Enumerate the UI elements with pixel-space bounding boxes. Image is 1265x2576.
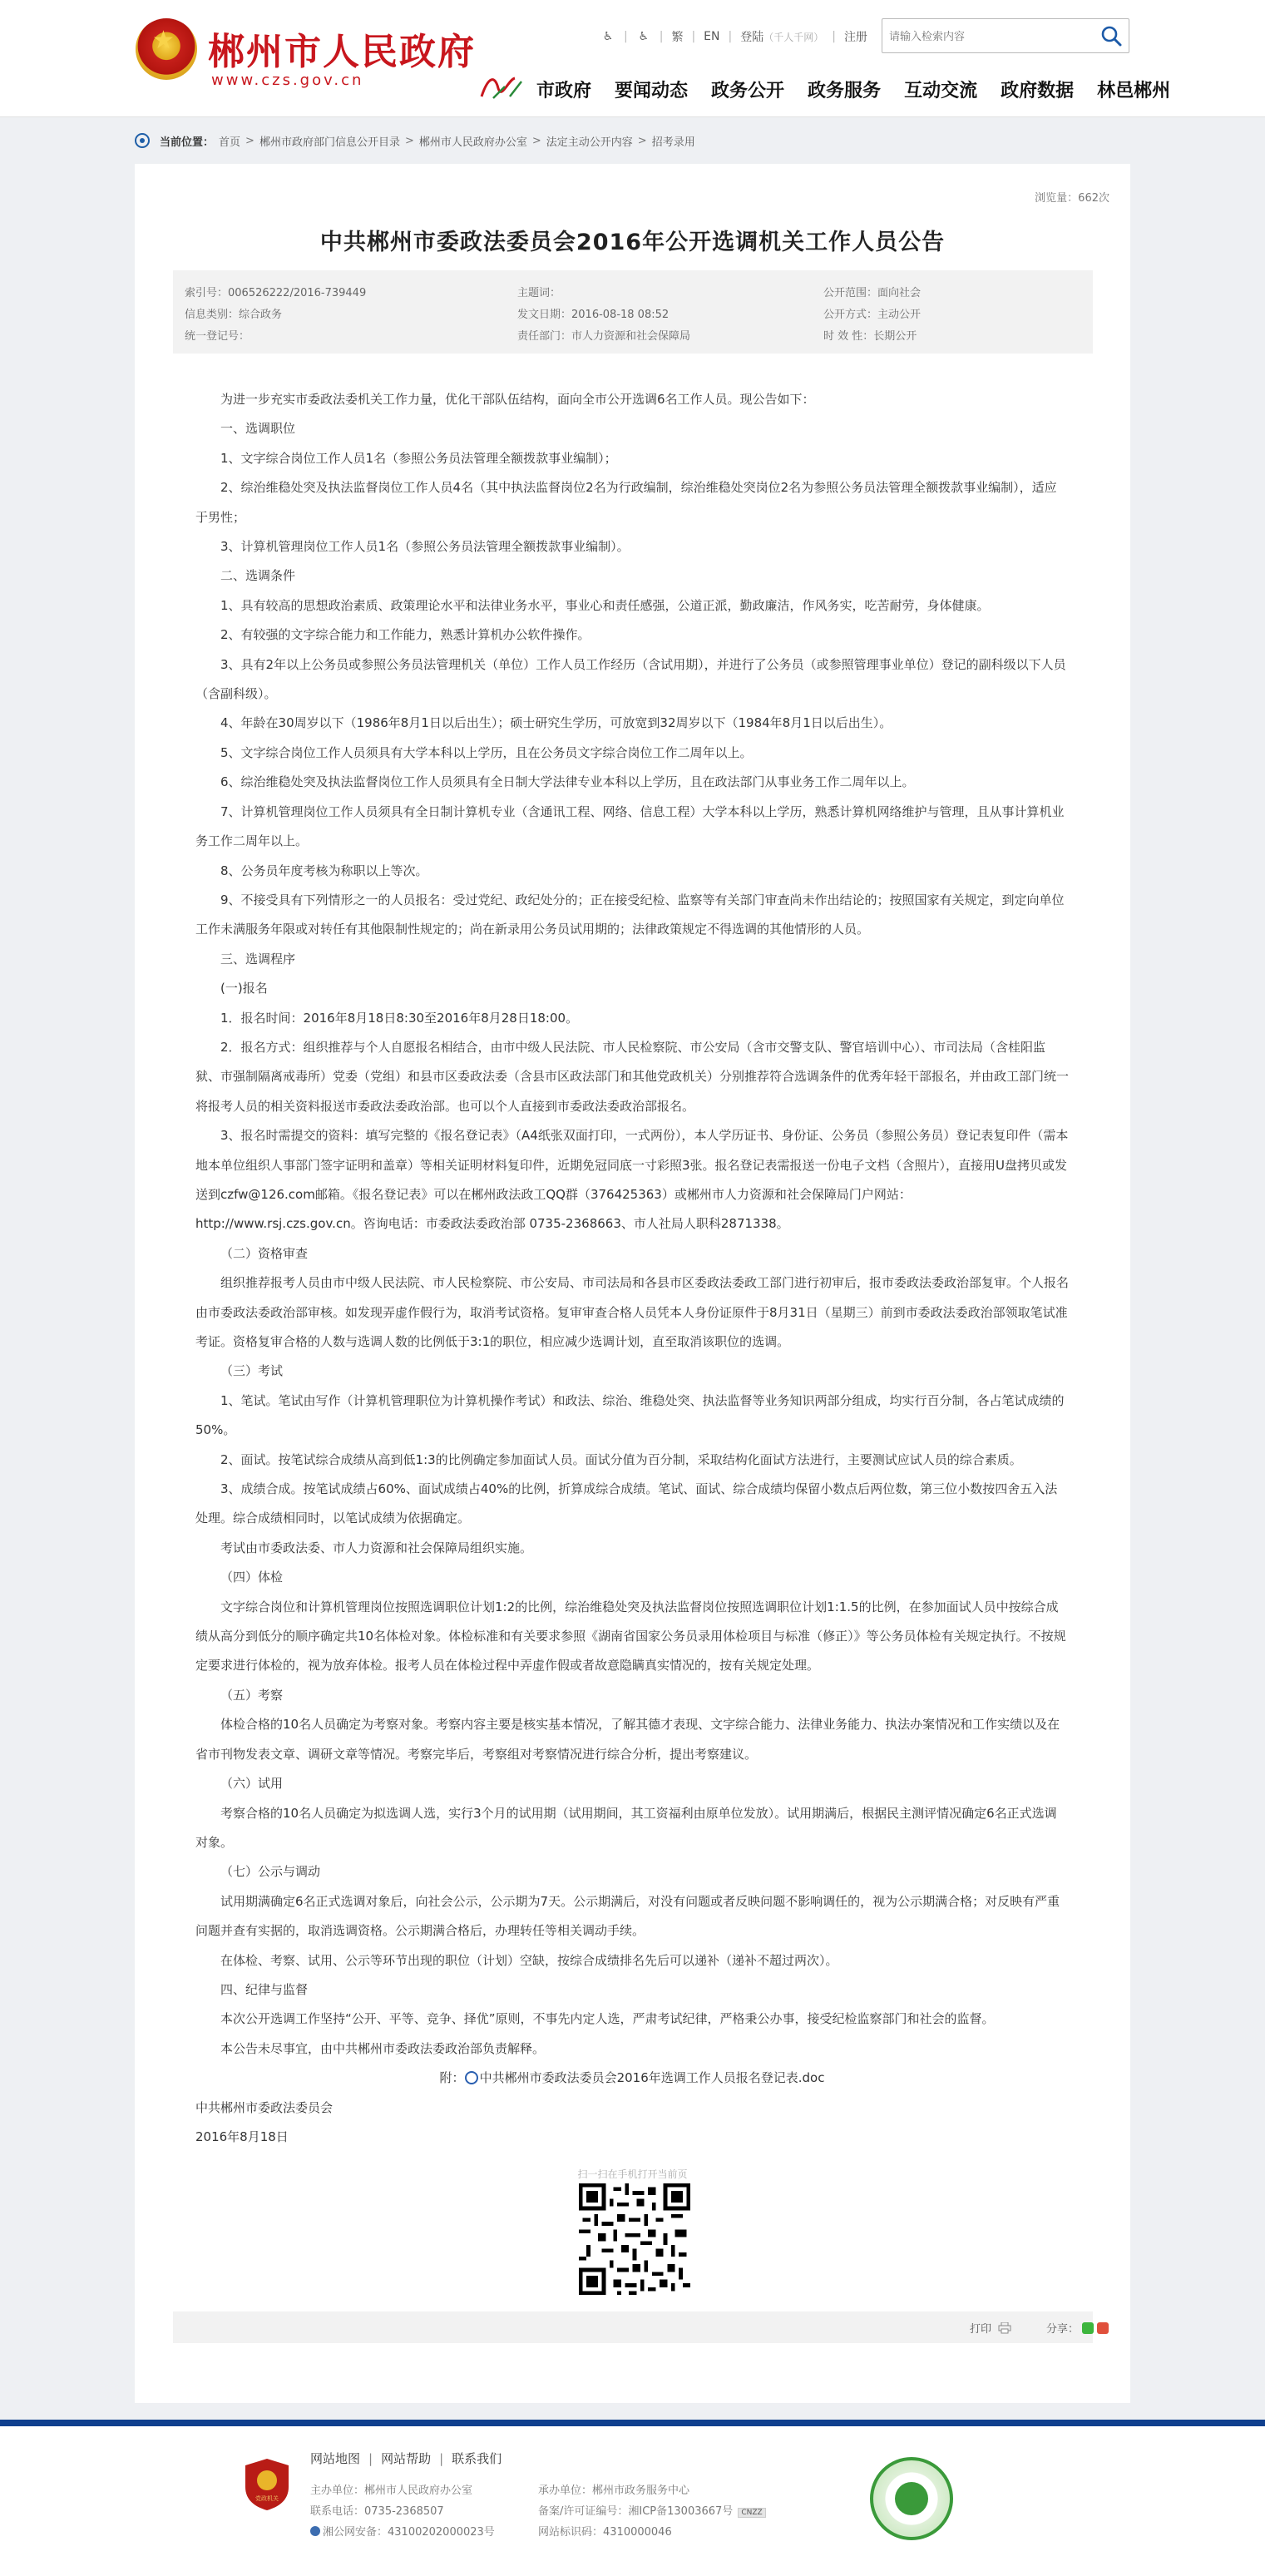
meta-date: 发文日期：2016-08-18 08:52 bbox=[517, 309, 670, 321]
article-meta-table bbox=[173, 270, 1093, 354]
police-badge-icon bbox=[310, 2526, 320, 2536]
printer-icon bbox=[998, 2322, 1011, 2334]
footer-link-sitemap[interactable]: 网站地图 bbox=[310, 2451, 361, 2466]
badge-text bbox=[707, 2460, 708, 2461]
paragraph: 3、成绩合成。按笔试成绩占60%、面试成绩占40%的比例，折算成综合成绩。笔试、面试、综合成绩均保留小数点后两位数，第三位小数按四舍五入法处理。综合成绩相同时，以笔试成绩为依据确定。 bbox=[195, 1481, 1058, 1526]
breadcrumb-item-home[interactable]: 首页 bbox=[219, 136, 241, 149]
footer-organizer: 承办单位：郴州市政务服务中心 bbox=[538, 2485, 690, 2497]
footer-site-code: 网站标识码：4310000046 bbox=[538, 2526, 672, 2539]
paragraph: 文字综合岗位和计算机管理岗位按照选调职位计划1:2的比例，综治维稳处突及执法监督岗位按照选调职位计划1:1.5的比例，在参加面试人员中按综合成绩从高分到低分的顺序确定共10名体检对象。体检标准和有关要求参照《湖南省国家公务员录用体检项目与标准（修正）》等公务员体检有关规定执行。不按规定要求进行体检的，视为放弃体检。报考人员在体检过程中弄虚作假或者故意隐瞒真实情况的，按有关规定处理。 bbox=[195, 1599, 1066, 1674]
paragraph: 试用期满确定6名正式选调对象后，向社会公示，公示期为7天。公示期满后，对没有问题或者反映问题不影响调任的，视为公示期满合格；对反映有严重问题并查有实据的，取消选调资格。公示期满合格后，办理转任等相关调动手续。 bbox=[195, 1893, 1060, 1939]
paragraph: 3、具有2年以上公务员或参照公务员法管理机关（单位）工作人员工作经历（含试用期），并进行了公务员（或参照管理事业单位）登记的副科级以下人员（含副科级）。 bbox=[195, 656, 1066, 702]
paragraph: 7、计算机管理岗位工作人员须具有全日制计算机专业（含通讯工程、网络、信息工程）大学本科以上学历，熟悉计算机网络维护与管理，且从事计算机业务工作二周年以上。 bbox=[195, 803, 1065, 849]
paragraph: 四、纪律与监督 bbox=[220, 1981, 309, 1997]
meta-dept: 责任部门：市人力资源和社会保障局 bbox=[517, 330, 691, 343]
footer-phone: 联系电话：0735-2368507 bbox=[310, 2505, 444, 2518]
breadcrumb-label: 当前位置： bbox=[160, 136, 215, 149]
paragraph: （五）考察 bbox=[220, 1687, 284, 1703]
breadcrumb-item-office[interactable]: 郴州市人民政府办公室 bbox=[418, 136, 527, 149]
calligraphy-logo-icon bbox=[477, 72, 526, 103]
paragraph: 为进一步充实市委政法委机关工作力量，优化干部队伍结构，面向全市公开选调6名工作人员。现公告如下： bbox=[220, 392, 815, 407]
qr-label: 扫一扫在手机打开当前页 bbox=[577, 2168, 688, 2180]
paragraph: 考察合格的10名人员确定为拟选调人选，实行3个月的试用期（试用期间，其工资福利由原单位发放）。试用期满后，根据民主测评情况确定6名正式选调对象。 bbox=[195, 1805, 1057, 1850]
paragraph: 考试由市委政法委、市人力资源和社会保障局组织实施。 bbox=[220, 1540, 533, 1555]
nav-item-city-gov[interactable]: 市政府 bbox=[536, 81, 592, 101]
attachment-icon bbox=[465, 2071, 478, 2084]
site-title[interactable]: 郴州市人民政府 bbox=[208, 31, 476, 73]
share-bar bbox=[173, 2311, 1093, 2343]
article-container bbox=[135, 164, 1130, 2403]
paragraph: 1．报名时间：2016年8月18日8:30至2016年8月28日18:00。 bbox=[220, 1010, 579, 1026]
nav-item-data[interactable]: 政府数据 bbox=[1001, 81, 1075, 101]
footer-link-contact[interactable]: 联系我们 bbox=[452, 2451, 502, 2466]
meta-validity: 时 效 性：长期公开 bbox=[823, 330, 917, 343]
meta-reg-no: 统一登记号： bbox=[185, 330, 250, 343]
meta-subject: 主题词： bbox=[517, 287, 561, 299]
footer-host: 主办单位：郴州市人民政府办公室 bbox=[310, 2485, 473, 2497]
meta-scope: 公开范围：面向社会 bbox=[823, 287, 922, 299]
weibo-share-icon[interactable] bbox=[1097, 2322, 1109, 2334]
paragraph: 2、有较强的文字综合能力和工作能力，熟悉计算机办公软件操作。 bbox=[220, 627, 590, 643]
paragraph: 3、报名时需提交的资料：填写完整的《报名登记表》（A4纸张双面打印，一式两份），本人学历证书、身份证、公务员（参照公务员）登记表复印件（需本地本单位组织人事部门签字证明和盖章）等相关证明材料复印件，近期免冠同底一寸彩照3张。报名登记表需报送一份电子文档（含照片），直接用U盘拷贝或发送到czfw@126.com邮箱。《报名登记表》可以在郴州政法政工QQ群（376425363）或郴州市人力资源和社会保障局门户网站：http://www.rsj.czs.gov.cn。咨询电话：市委政法委政治部 0735-2368663、市人社局人职科2871338。 bbox=[195, 1128, 1069, 1232]
paragraph: 3、计算机管理岗位工作人员1名（参照公务员法管理全额拨款事业编制）。 bbox=[220, 539, 630, 555]
paragraph: (一)报名 bbox=[220, 981, 268, 996]
paragraph: （七）公示与调动 bbox=[220, 1864, 321, 1880]
paragraph: 1、具有较高的思想政治素质、政策理论水平和法律业务水平，事业心和责任感强，公道正派，勤政廉洁，作风务实，吃苦耐劳，身体健康。 bbox=[220, 597, 990, 613]
paragraph: 5、文字综合岗位工作人员须具有大学本科以上学历，且在公务员文字综合岗位工作二周年以上。 bbox=[220, 744, 753, 760]
paragraph: 本公告未尽事宜，由中共郴州市委政法委政治部负责解释。 bbox=[220, 2040, 546, 2056]
emblem-text: 党政机关 bbox=[255, 2495, 279, 2502]
party-gov-emblem-icon[interactable] bbox=[242, 2457, 292, 2512]
paragraph: 1、文字综合岗位工作人员1名（参照公务员法管理全额拨款事业编制）； bbox=[220, 450, 617, 466]
login-note: （千人千网） bbox=[763, 31, 824, 43]
paragraph: 6、综治维稳处突及执法监督岗位工作人员须具有全日制大学法律专业本科以上学历，且在政法部门从事业务工作二周年以上。 bbox=[220, 774, 915, 790]
paragraph: 1、笔试。笔试由写作（计算机管理职位为计算机操作考试）和政法、综治、维稳处突、执法监督等业务知识两部分组成，均实行百分制，各占笔试成绩的50%。 bbox=[195, 1392, 1065, 1438]
share-label: 分享： bbox=[1046, 2323, 1080, 2336]
nav-item-interaction[interactable]: 互动交流 bbox=[904, 81, 978, 101]
paragraph: 二、选调条件 bbox=[220, 568, 296, 584]
paragraph: （二）资格审查 bbox=[220, 1245, 309, 1261]
footer-links: 网站地图 | 网站帮助 | 联系我们 bbox=[310, 2451, 502, 2466]
qr-code-icon bbox=[579, 2183, 690, 2295]
nav-item-linyi[interactable]: 林邑郴州 bbox=[1097, 81, 1171, 101]
meta-index-no: 索引号：006526222/2016-739449 bbox=[185, 287, 367, 299]
site-footer bbox=[0, 2420, 1265, 2576]
breadcrumb: 当前位置： 首页 > 郴州市政府部门信息公开目录 > 郴州市人民政府办公室 > 法定主动公开内容 > 招考录用 bbox=[135, 131, 695, 151]
english-link[interactable]: EN bbox=[704, 30, 720, 43]
meta-method: 公开方式：主动公开 bbox=[823, 309, 922, 321]
paragraph: 2、综治维稳处突及执法监督岗位工作人员4名（其中执法监督岗位2名为行政编制，综治维稳处突岗位2名为参照公务员法管理全额拨款事业编制），适应于男性； bbox=[195, 480, 1057, 525]
paragraph: 9、不接受具有下列情形之一的人员报名：受过党纪、政纪处分的；正在接受纪检、监察等有关部门审查尚未作出结论的；按照国家有关规定，到定向单位工作未满服务年限或对转任有其他限制性规定的；尚在新录用公务员试用期的；法律政策规定不得选调的其他情形的人员。 bbox=[195, 892, 1065, 937]
audio-icon[interactable]: ♿ bbox=[602, 30, 614, 43]
attachment-label: 附： bbox=[439, 2070, 465, 2086]
main-nav bbox=[536, 77, 1193, 102]
paragraph: 8、公务员年度考核为称职以上等次。 bbox=[220, 863, 428, 878]
site-header bbox=[0, 0, 1265, 117]
search-input[interactable] bbox=[887, 24, 1090, 49]
paragraph: 三、选调程序 bbox=[220, 951, 296, 967]
attachment-link[interactable]: 中共郴州市委政法委员会2016年选调工作人员报名登记表.doc bbox=[479, 2070, 825, 2086]
paragraph: 一、选调职位 bbox=[220, 421, 296, 437]
top-links: ♿ | ♿ | 繁 | EN | 登陆 （千人千网） | 注册 bbox=[600, 27, 867, 47]
traditional-chinese-link[interactable]: 繁 bbox=[671, 31, 684, 44]
paragraph: （六）试用 bbox=[220, 1776, 284, 1792]
article-title: 中共郴州市委政法委员会2016年公开选调机关工作人员公告 bbox=[319, 230, 946, 255]
cnzz-badge[interactable]: CNZZ bbox=[738, 2508, 765, 2518]
nav-item-news[interactable]: 要闻动态 bbox=[615, 81, 689, 101]
article-body bbox=[195, 385, 1069, 2152]
paragraph: 4、年龄在30周岁以下（1986年8月1日以后出生）；硕士研究生学历，可放宽到32周岁以下（1984年8月1日以后出生）。 bbox=[220, 715, 892, 731]
paragraph: 在体检、考察、试用、公示等环节出现的职位（计划）空缺，按综合成绩排名先后可以递补（递补不超过两次）。 bbox=[220, 1952, 838, 1968]
location-icon bbox=[135, 133, 150, 148]
nav-item-services[interactable]: 政务服务 bbox=[808, 81, 882, 101]
signature-date: 2016年8月18日 bbox=[195, 2129, 289, 2144]
login-link[interactable]: 登陆 bbox=[740, 31, 764, 44]
paragraph: 本次公开选调工作坚持“公开、平等、竞争、择优”原则，不事先内定人选，严肃考试纪律，严格秉公办事，接受纪检监察部门和社会的监督。 bbox=[220, 2011, 995, 2027]
national-emblem-icon[interactable]: ★ bbox=[136, 18, 197, 80]
meta-category: 信息类别：综合政务 bbox=[185, 309, 283, 321]
paragraph: 组织推荐报考人员由市中级人民法院、市人民检察院、市公安局、市司法局和各县市区委政法委政工部门进行初审后，报市委政法委政治部复审。个人报名由市委政法委政治部审核。如发现弄虚作假行为，取消考试资格。复审审查合格人员凭本人身份证原件于8月31日（星期三）前到市委政法委政治部领取笔试准考证。资格复审合格的人数与选调人数的比例低于3:1的职位，相应减少选调计划，直至取消该职位的选调。 bbox=[195, 1275, 1070, 1349]
search-box bbox=[882, 18, 1129, 53]
paragraph: （四）体检 bbox=[220, 1570, 284, 1585]
print-button[interactable] bbox=[970, 2320, 1011, 2336]
civilized-city-badge-icon[interactable] bbox=[870, 2457, 953, 2540]
paragraph: 2．报名方式：组织推荐与个人自愿报名相结合，由市中级人民法院、市人民检察院、市公安局（含市交警支队、警官培训中心）、市司法局（含桂阳监狱、市强制隔离戒毒所）党委（党组）和县市区委政法委（含县市区政法部门和其他党政机关）分别推荐符合选调条件的优秀年轻干部报名，并由政工部门统一将报考人员的相关资料报送市委政法委政治部。也可以个人直接到市委政法委政治部报名。 bbox=[195, 1039, 1070, 1114]
paragraph: 2、面试。按笔试综合成绩从高到低1:3的比例确定参加面试人员。面试分值为百分制，采取结构化面试方法进行，主要测试应试人员的综合素质。 bbox=[220, 1451, 1022, 1467]
nav-item-open-gov[interactable]: 政务公开 bbox=[711, 81, 785, 101]
paragraph: （三）考试 bbox=[220, 1363, 284, 1379]
footer-icp[interactable]: 备案/许可证编号：湘ICP备13003667号 CNZZ bbox=[538, 2502, 766, 2518]
signature-org: 中共郴州市委政法委员会 bbox=[195, 2099, 334, 2115]
accessibility-icon[interactable]: ♿ bbox=[638, 30, 649, 43]
search-icon[interactable] bbox=[1100, 25, 1122, 47]
register-link[interactable]: 注册 bbox=[843, 31, 867, 44]
breadcrumb-item-catalog[interactable]: 郴州市政府部门信息公开目录 bbox=[259, 136, 400, 149]
print-label: 打印 bbox=[970, 2323, 992, 2336]
share-group bbox=[1046, 2320, 1109, 2336]
breadcrumb-item-content[interactable]: 法定主动公开内容 bbox=[546, 136, 633, 149]
attachment-line bbox=[195, 2064, 1069, 2093]
wechat-share-icon[interactable] bbox=[1082, 2322, 1094, 2334]
footer-police[interactable]: 湘公网安备：43100202000023号 bbox=[310, 2523, 495, 2539]
breadcrumb-item-recruit[interactable]: 招考录用 bbox=[651, 136, 695, 149]
footer-link-help[interactable]: 网站帮助 bbox=[381, 2451, 432, 2466]
view-count: 浏览量：662次 bbox=[1035, 192, 1109, 205]
paragraph: 体检合格的10名人员确定为考察对象。考察内容主要是核实基本情况，了解其德才表现、文字综合能力、法律业务能力、执法办案情况和工作实绩以及在省市刊物发表文章、调研文章等情况。考察完毕后，考察组对考察情况进行综合分析，提出考察建议。 bbox=[195, 1717, 1060, 1762]
site-url: www.czs.gov.cn bbox=[211, 72, 364, 89]
